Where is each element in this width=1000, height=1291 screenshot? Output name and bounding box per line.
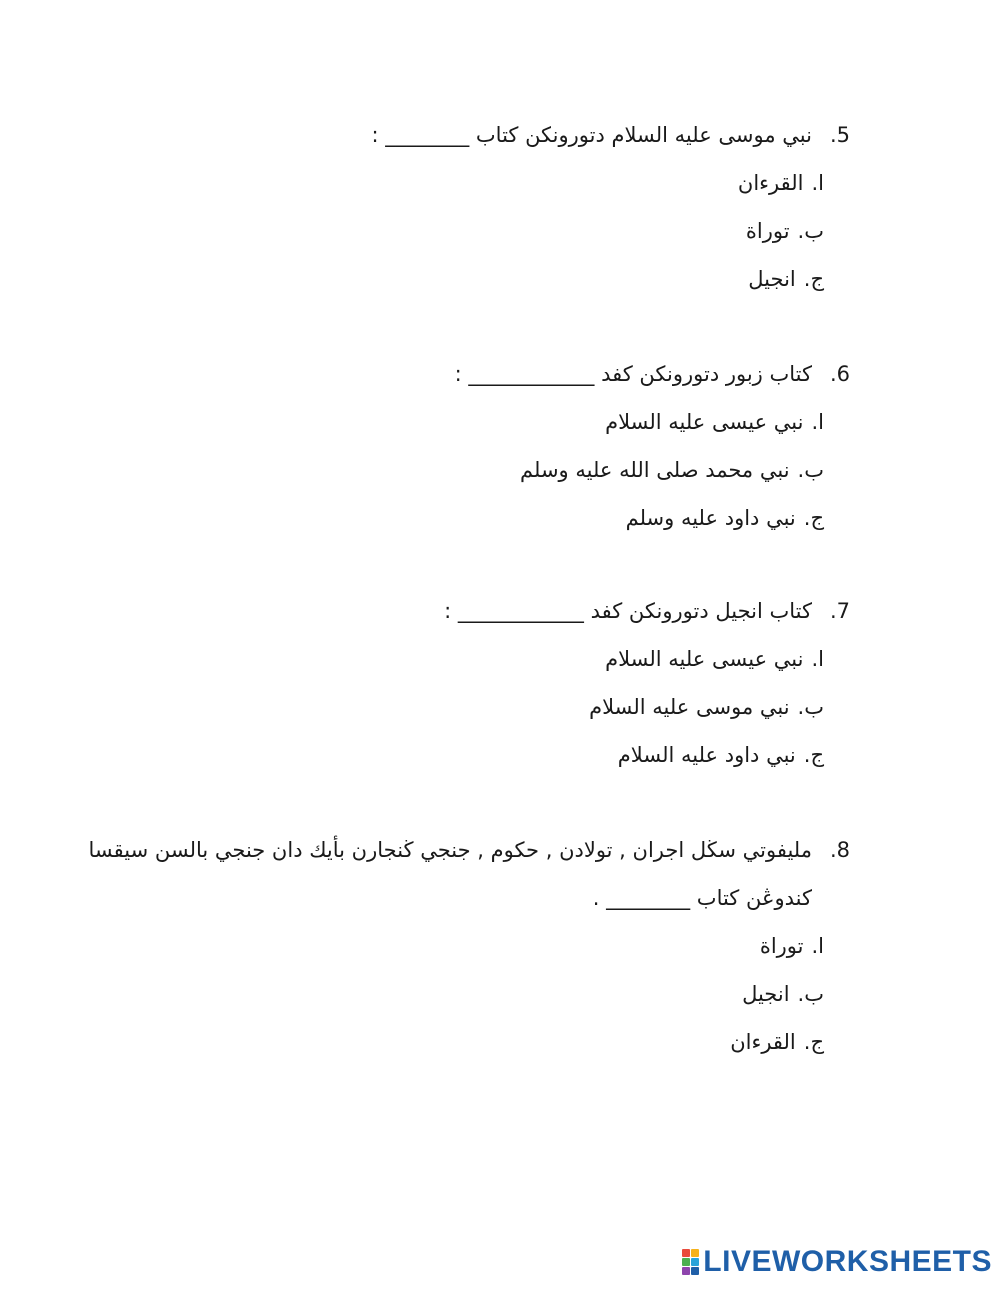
question-number: 8.	[829, 838, 850, 862]
logo-square	[691, 1258, 699, 1266]
question-text: مليفوتي سڬل اجران , تولادن , حكوم , جنجي ڬنجارن بأيك دان جنجي بالسن سيقسا	[88, 838, 812, 862]
option-letter: ج.	[803, 506, 824, 530]
option-text: نبي عيسى عليه السلام	[605, 647, 804, 671]
option-text: نبي محمد صلى الله عليه وسلم	[520, 458, 790, 482]
question-8	[70, 826, 850, 1066]
option-letter: ا.	[811, 410, 824, 434]
logo-square	[691, 1249, 699, 1257]
question-number: 7.	[829, 599, 850, 623]
option-letter: ج.	[803, 267, 824, 291]
option-letter: ب.	[797, 695, 824, 719]
option-text: القرءان	[730, 1030, 796, 1054]
question-text: كتاب انجيل دتورونكن كفد ____________ :	[444, 599, 812, 623]
option-letter: ا.	[811, 934, 824, 958]
logo-square	[682, 1258, 690, 1266]
option-letter: ب.	[797, 458, 824, 482]
question-stem	[70, 826, 850, 922]
question-text-continuation: كندوڠن كتاب ________ .	[592, 886, 812, 910]
question-5	[90, 111, 850, 303]
option-text: نبي داود عليه السلام	[617, 743, 796, 767]
option-text: القرءان	[737, 171, 804, 195]
option-c[interactable]	[90, 255, 850, 303]
logo-square	[682, 1249, 690, 1257]
option-text: نبي عيسى عليه السلام	[605, 410, 804, 434]
option-a[interactable]	[90, 635, 850, 683]
question-stem	[90, 587, 850, 635]
question-text: نبي موسى عليه السلام دتورونكن كتاب ________ :	[371, 123, 812, 147]
question-stem	[90, 350, 850, 398]
liveworksheets-logo	[682, 1247, 992, 1277]
question-number: 5.	[829, 123, 850, 147]
option-b[interactable]	[90, 446, 850, 494]
logo-text: LIVEWORKSHEETS	[703, 1245, 992, 1278]
question-number: 6.	[829, 362, 850, 386]
question-text: كتاب زبور دتورونكن كفد ____________ :	[454, 362, 812, 386]
logo-square	[682, 1267, 690, 1275]
liveworksheets-logo-icon	[682, 1249, 699, 1275]
option-letter: ب.	[797, 219, 824, 243]
option-text: نبي داود عليه وسلم	[625, 506, 796, 530]
option-a[interactable]	[90, 398, 850, 446]
option-b[interactable]	[70, 970, 850, 1018]
option-letter: ا.	[811, 171, 824, 195]
question-stem	[90, 111, 850, 159]
option-text: انجيل	[748, 267, 796, 291]
option-text: توراة	[759, 934, 804, 958]
option-letter: ب.	[797, 982, 824, 1006]
option-a[interactable]	[70, 922, 850, 970]
option-a[interactable]	[90, 159, 850, 207]
option-b[interactable]	[90, 683, 850, 731]
question-7	[90, 587, 850, 779]
option-text: نبي موسى عليه السلام	[589, 695, 790, 719]
option-letter: ج.	[803, 1030, 824, 1054]
option-text: توراة	[745, 219, 790, 243]
option-b[interactable]	[90, 207, 850, 255]
option-letter: ج.	[803, 743, 824, 767]
option-c[interactable]	[90, 731, 850, 779]
question-6	[90, 350, 850, 542]
option-c[interactable]	[70, 1018, 850, 1066]
option-c[interactable]	[90, 494, 850, 542]
option-text: انجيل	[742, 982, 790, 1006]
logo-square	[691, 1267, 699, 1275]
option-letter: ا.	[811, 647, 824, 671]
